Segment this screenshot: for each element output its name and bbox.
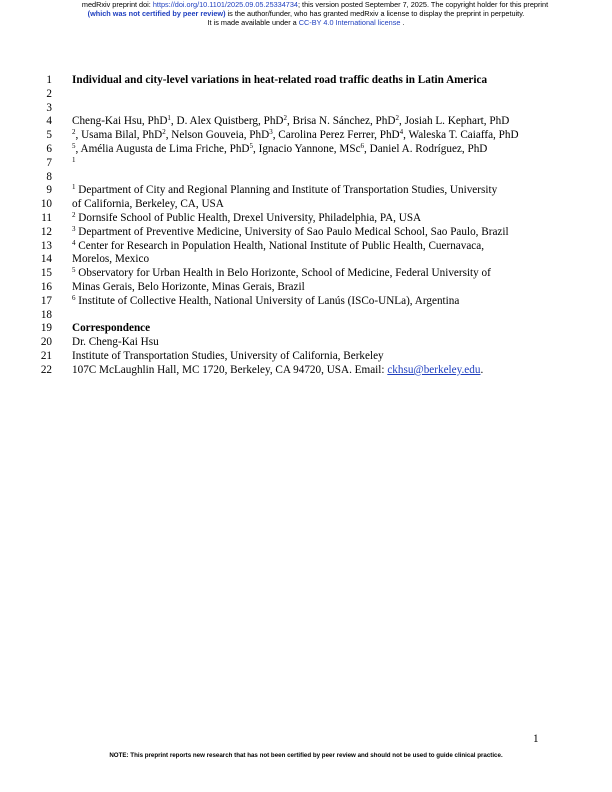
correspondence-name: Dr. Cheng-Kai Hsu — [72, 336, 159, 349]
author-name: D. Alex Quistberg, PhD — [176, 115, 284, 128]
line-number: 16 — [40, 280, 52, 293]
affiliation-5-continued: Minas Gerais, Belo Horizonte, Minas Gerais, Brazil — [72, 280, 305, 293]
line-number: 10 — [40, 198, 52, 211]
header-line-1: medRxiv preprint doi: https://doi.org/10.1101/2025.09.05.25334734; this version posted September 7, 2025. The copyright holder for this preprint — [81, 0, 549, 9]
affiliation-1: $^1$ Department of City and Regional Planning and Institute of Transportation Studies, University — [72, 183, 498, 197]
doi-link[interactable]: https://doi.org/10.1101/2025.09.05.25334734 — [152, 0, 298, 9]
line-number: 8 — [46, 170, 52, 183]
author-name: Nelson Gouveia, PhD — [171, 129, 270, 142]
author-line: 1 — [72, 155, 76, 164]
affiliation-2: $^2$ Dornsife School of Public Health, Drexel University, Philadelphia, PA, USA — [72, 210, 422, 224]
affiliation-text: Center for Research in Population Health, National Institute of Public Health, Cuernavaca, — [78, 239, 485, 252]
line-number: 14 — [40, 253, 52, 266]
affiliation-3: $^3$ Department of Preventive Medicine, University of Sao Paulo Medical School, Sao Paulo, Brazil — [72, 224, 509, 238]
affiliation-text: Department of Preventive Medicine, University of Sao Paulo Medical School, Sao Paulo, Brazil — [78, 225, 509, 238]
header-line-2: (which was not certified by peer review) is the author/funder, who has granted medRxiv a license to display the preprint in perpetuity. — [87, 9, 525, 18]
author-name: Cheng-Kai Hsu, PhD — [72, 115, 168, 128]
line-number: 20 — [40, 336, 52, 349]
footer-note: NOTE: This preprint reports new research that has not been certified by peer review and should not be used to guide clinical practice. — [109, 752, 503, 759]
affiliation-4: $^4$ Center for Research in Population Health, National Institute of Public Health, Cuernavaca, — [72, 238, 485, 252]
correspondence-heading: Correspondence — [72, 322, 151, 335]
author-name: Waleska T. Caiaffa, PhD — [408, 129, 519, 142]
line-number: 21 — [40, 349, 52, 362]
line-number: 13 — [40, 239, 52, 252]
affiliation-6: $^6$ Institute of Collective Health, National University of Lanús (ISCo-UNLa), Argentina — [72, 293, 460, 307]
line-number: 18 — [40, 308, 52, 321]
affiliation-4-continued: Morelos, Mexico — [72, 253, 150, 266]
author-name: Daniel A. Rodríguez, PhD — [369, 142, 488, 155]
correspondence-institution: Institute of Transportation Studies, University of California, Berkeley — [72, 349, 384, 362]
author-name: Usama Bilal, PhD — [81, 129, 163, 142]
author-line: $^2$, Usama Bilal, PhD$^2$, Nelson Gouveia, PhD$^3$, Carolina Perez Ferrer, PhD$^4$, Waleska T. Caiaffa, PhD — [72, 128, 519, 142]
affiliation-text: Institute of Collective Health, National University of Lanús (ISCo-UNLa), Argentina — [78, 294, 460, 307]
line-number: 15 — [40, 267, 52, 280]
affiliation-5: $^5$ Observatory for Urban Health in Belo Horizonte, School of Medicine, Federal University of — [72, 266, 491, 280]
author-name: Amélia Augusta de Lima Friche, PhD — [80, 142, 250, 155]
affiliation-text: Dornsife School of Public Health, Drexel University, Philadelphia, PA, USA — [78, 211, 422, 224]
author-name: Brisa N. Sánchez, PhD — [292, 115, 396, 128]
line-number: 12 — [40, 225, 52, 238]
license-link[interactable]: CC-BY 4.0 International license — [298, 18, 401, 27]
preprint-header — [0, 0, 612, 27]
line-number: 5 — [46, 129, 52, 142]
line-number: 22 — [40, 363, 52, 376]
line-number: 4 — [46, 115, 52, 128]
email-link[interactable]: ckhsu@berkeley.edu — [387, 363, 481, 376]
line-number: 7 — [46, 156, 52, 169]
author-name: Carolina Perez Ferrer, PhD — [278, 129, 400, 142]
line-number: 3 — [46, 101, 52, 114]
line-number: 11 — [41, 211, 52, 224]
header-line-3: It is made available under a CC-BY 4.0 International license . — [207, 18, 405, 27]
affiliation-text: Department of City and Regional Planning and Institute of Transportation Studies, University — [78, 184, 498, 197]
line-number: 6 — [46, 142, 52, 155]
line-number: 19 — [40, 322, 52, 335]
author-line: Cheng-Kai Hsu, PhD$^1$, D. Alex Quistberg, PhD$^2$, Brisa N. Sánchez, PhD$^2$, Josiah L. Kephart, PhD — [72, 114, 510, 128]
author-name: Ignacio Yannone, MSc — [258, 142, 361, 155]
author-name: Josiah L. Kephart, PhD — [404, 115, 510, 128]
line-number: 17 — [40, 294, 52, 307]
paper-title: Individual and city-level variations in heat-related road traffic deaths in Latin America — [72, 74, 488, 86]
page-number: 1 — [533, 733, 539, 745]
line-number: 9 — [46, 184, 52, 197]
manuscript-body — [0, 74, 612, 378]
author-line: $^5$, Amélia Augusta de Lima Friche, PhD$^5$, Ignacio Yannone, MSc$^6$, Daniel A. Rodríguez, PhD — [72, 141, 488, 155]
line-number: 1 — [46, 74, 52, 86]
line-number: 2 — [46, 87, 52, 100]
affiliation-1-continued: of California, Berkeley, CA, USA — [72, 198, 224, 211]
affiliation-text: Observatory for Urban Health in Belo Horizonte, School of Medicine, Federal University of — [78, 267, 491, 280]
correspondence-address: 107C McLaughlin Hall, MC 1720, Berkeley, CA 94720, USA. Email: ckhsu@berkeley.edu. — [72, 363, 484, 376]
